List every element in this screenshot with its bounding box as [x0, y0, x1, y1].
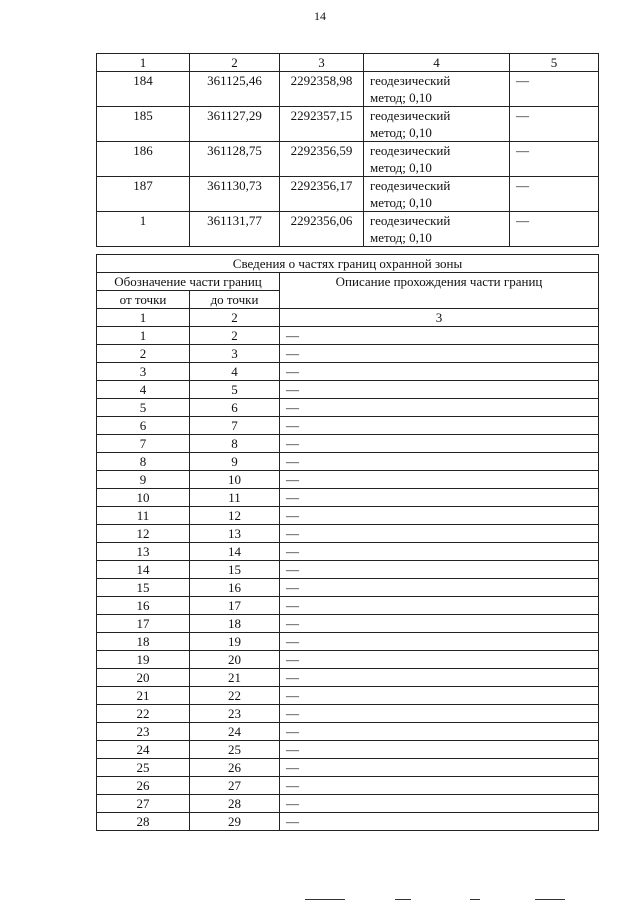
table-row: [97, 687, 599, 705]
to-point: 27: [190, 777, 280, 795]
part-description: —: [280, 327, 599, 345]
from-point: 10: [97, 489, 190, 507]
part-description: —: [280, 435, 599, 453]
to-point: 5: [190, 381, 280, 399]
parts-header-row: [97, 273, 599, 291]
column-number: 1: [97, 54, 190, 72]
column-number: 5: [510, 54, 599, 72]
table-row: [97, 759, 599, 777]
table-row: [97, 723, 599, 741]
to-point: 9: [190, 453, 280, 471]
to-point: 11: [190, 489, 280, 507]
coordinate-y: 2292357,15: [280, 107, 364, 142]
from-point: 16: [97, 597, 190, 615]
table-row: [97, 507, 599, 525]
method-cell: [364, 72, 510, 107]
parts-colnum-row: [97, 309, 599, 327]
to-point: 21: [190, 669, 280, 687]
to-point: 12: [190, 507, 280, 525]
page-number: 14: [314, 9, 326, 23]
coordinate-y: 2292356,59: [280, 142, 364, 177]
coordinates-table: [96, 53, 599, 247]
desc-header: Описание прохождения части границ: [280, 273, 599, 309]
part-description: —: [280, 687, 599, 705]
table-row: [97, 741, 599, 759]
to-point: 28: [190, 795, 280, 813]
coordinate-y: 2292356,06: [280, 212, 364, 247]
coordinate-x: 361130,73: [190, 177, 280, 212]
to-point: 25: [190, 741, 280, 759]
table-row: [97, 813, 599, 831]
from-point: 27: [97, 795, 190, 813]
part-description: —: [280, 543, 599, 561]
part-description: —: [280, 345, 599, 363]
from-point: 9: [97, 471, 190, 489]
coordinate-y: 2292356,17: [280, 177, 364, 212]
from-point: 4: [97, 381, 190, 399]
part-description: —: [280, 525, 599, 543]
table-row: [97, 471, 599, 489]
to-point: 3: [190, 345, 280, 363]
coordinates-row: [97, 177, 599, 212]
from-point: 18: [97, 633, 190, 651]
part-description: —: [280, 651, 599, 669]
method-line: метод; 0,10: [370, 160, 432, 175]
table-row: [97, 363, 599, 381]
method-line: геодезический: [370, 213, 451, 228]
to-point: 8: [190, 435, 280, 453]
from-point: 21: [97, 687, 190, 705]
to-point: 4: [190, 363, 280, 381]
table-row: [97, 777, 599, 795]
table-row: [97, 381, 599, 399]
to-point: 14: [190, 543, 280, 561]
table-row: [97, 579, 599, 597]
method-line: геодезический: [370, 108, 451, 123]
table-row: [97, 561, 599, 579]
point-number: 184: [97, 72, 190, 107]
extra-cell: —: [510, 107, 599, 142]
footer-mark: [470, 899, 480, 900]
from-point: 28: [97, 813, 190, 831]
point-number: 1: [97, 212, 190, 247]
part-description: —: [280, 795, 599, 813]
column-number: 3: [280, 309, 599, 327]
part-description: —: [280, 759, 599, 777]
table-row: [97, 327, 599, 345]
point-number: 185: [97, 107, 190, 142]
part-description: —: [280, 669, 599, 687]
method-line: метод; 0,10: [370, 230, 432, 245]
method-cell: [364, 212, 510, 247]
part-description: —: [280, 381, 599, 399]
coordinates-header-row: [97, 54, 599, 72]
part-description: —: [280, 633, 599, 651]
from-header: от точки: [97, 291, 190, 309]
extra-cell: —: [510, 177, 599, 212]
table-row: [97, 417, 599, 435]
from-point: 6: [97, 417, 190, 435]
coordinates-row: [97, 212, 599, 247]
from-point: 8: [97, 453, 190, 471]
from-point: 11: [97, 507, 190, 525]
table-row: [97, 453, 599, 471]
from-point: 13: [97, 543, 190, 561]
from-point: 17: [97, 615, 190, 633]
from-point: 12: [97, 525, 190, 543]
to-header: до точки: [190, 291, 280, 309]
method-line: геодезический: [370, 73, 451, 88]
to-point: 6: [190, 399, 280, 417]
table-row: [97, 543, 599, 561]
table-row: [97, 489, 599, 507]
from-point: 2: [97, 345, 190, 363]
from-point: 22: [97, 705, 190, 723]
to-point: 29: [190, 813, 280, 831]
point-number: 186: [97, 142, 190, 177]
from-point: 15: [97, 579, 190, 597]
part-description: —: [280, 561, 599, 579]
part-description: —: [280, 417, 599, 435]
part-description: —: [280, 813, 599, 831]
table-row: [97, 651, 599, 669]
extra-cell: —: [510, 212, 599, 247]
to-point: 2: [190, 327, 280, 345]
footer-mark: [305, 899, 345, 900]
method-line: метод; 0,10: [370, 125, 432, 140]
to-point: 17: [190, 597, 280, 615]
part-description: —: [280, 615, 599, 633]
from-point: 5: [97, 399, 190, 417]
coordinate-x: 361131,77: [190, 212, 280, 247]
footer-mark: [395, 899, 411, 900]
table-row: [97, 525, 599, 543]
part-description: —: [280, 579, 599, 597]
column-number: 4: [364, 54, 510, 72]
from-point: 20: [97, 669, 190, 687]
to-point: 22: [190, 687, 280, 705]
extra-cell: —: [510, 72, 599, 107]
part-description: —: [280, 777, 599, 795]
part-description: —: [280, 489, 599, 507]
to-point: 10: [190, 471, 280, 489]
table-row: [97, 399, 599, 417]
to-point: 16: [190, 579, 280, 597]
from-point: 1: [97, 327, 190, 345]
coordinate-y: 2292358,98: [280, 72, 364, 107]
to-point: 18: [190, 615, 280, 633]
part-description: —: [280, 453, 599, 471]
column-number: 2: [190, 309, 280, 327]
from-point: 26: [97, 777, 190, 795]
to-point: 7: [190, 417, 280, 435]
method-line: геодезический: [370, 143, 451, 158]
to-point: 20: [190, 651, 280, 669]
from-point: 25: [97, 759, 190, 777]
coordinates-row: [97, 107, 599, 142]
table-row: [97, 435, 599, 453]
method-cell: [364, 177, 510, 212]
part-description: —: [280, 471, 599, 489]
method-line: метод; 0,10: [370, 90, 432, 105]
from-point: 24: [97, 741, 190, 759]
part-description: —: [280, 399, 599, 417]
to-point: 24: [190, 723, 280, 741]
column-number: 3: [280, 54, 364, 72]
table-row: [97, 705, 599, 723]
part-description: —: [280, 507, 599, 525]
to-point: 13: [190, 525, 280, 543]
table-row: [97, 795, 599, 813]
table-row: [97, 597, 599, 615]
extra-cell: —: [510, 142, 599, 177]
table-row: [97, 669, 599, 687]
parts-table-title: Сведения о частях границ охранной зоны: [97, 255, 599, 273]
column-number: 1: [97, 309, 190, 327]
part-description: —: [280, 705, 599, 723]
part-description: —: [280, 741, 599, 759]
part-description: —: [280, 363, 599, 381]
table-row: [97, 615, 599, 633]
from-point: 19: [97, 651, 190, 669]
from-point: 14: [97, 561, 190, 579]
parts-title-row: [97, 255, 599, 273]
boundary-parts-table: [96, 254, 599, 831]
coordinate-x: 361128,75: [190, 142, 280, 177]
point-number: 187: [97, 177, 190, 212]
coordinate-x: 361127,29: [190, 107, 280, 142]
to-point: 19: [190, 633, 280, 651]
from-point: 3: [97, 363, 190, 381]
method-line: геодезический: [370, 178, 451, 193]
method-cell: [364, 142, 510, 177]
group-header: Обозначение части границ: [97, 273, 280, 291]
to-point: 23: [190, 705, 280, 723]
part-description: —: [280, 597, 599, 615]
method-line: метод; 0,10: [370, 195, 432, 210]
coordinate-x: 361125,46: [190, 72, 280, 107]
from-point: 7: [97, 435, 190, 453]
coordinates-row: [97, 142, 599, 177]
table-row: [97, 345, 599, 363]
part-description: —: [280, 723, 599, 741]
method-cell: [364, 107, 510, 142]
column-number: 2: [190, 54, 280, 72]
to-point: 15: [190, 561, 280, 579]
coordinates-row: [97, 72, 599, 107]
footer-mark: [535, 899, 565, 900]
to-point: 26: [190, 759, 280, 777]
table-row: [97, 633, 599, 651]
from-point: 23: [97, 723, 190, 741]
